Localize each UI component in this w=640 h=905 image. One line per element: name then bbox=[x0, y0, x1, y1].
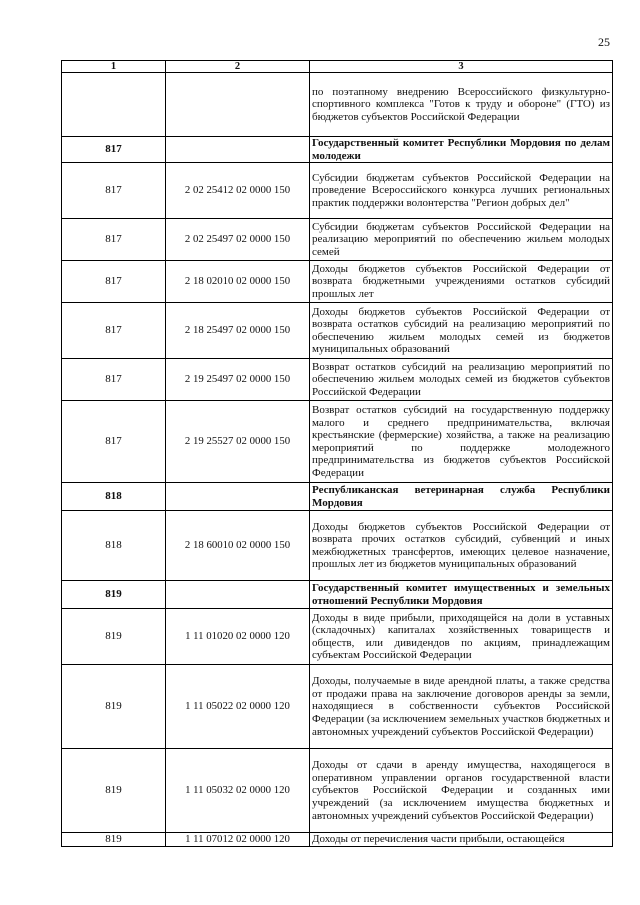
admin-code-cell: 819 bbox=[62, 609, 166, 665]
revenue-code-cell: 2 02 25412 02 0000 150 bbox=[166, 163, 310, 219]
revenue-code-cell: 2 18 02010 02 0000 150 bbox=[166, 261, 310, 303]
table-row bbox=[62, 359, 613, 401]
description-cell: Доходы в виде прибыли, приходящейся на доли в уставных (складочных) капиталах хозяйственных товариществ и обществ, или дивидендов по акциям, принадлежащим субъектам Российской Федерации bbox=[310, 609, 613, 665]
table-row bbox=[62, 73, 613, 137]
description-cell: Возврат остатков субсидий на государственную поддержку малого и среднего предпринимательства, включая крестьянские (фермерские) хозяйства, а также на реализацию мероприятий по поддержке молодежного предпринимательства из бюджетов субъектов Российской Федерации bbox=[310, 401, 613, 483]
admin-code-cell: 818 bbox=[62, 511, 166, 581]
revenue-code-cell: 1 11 01020 02 0000 120 bbox=[166, 609, 310, 665]
revenue-code-cell: 1 11 07012 02 0000 120 bbox=[166, 833, 310, 847]
table-row bbox=[62, 665, 613, 749]
revenue-code-cell: 2 18 60010 02 0000 150 bbox=[166, 511, 310, 581]
description-cell: Доходы бюджетов субъектов Российской Федерации от возврата прочих остатков субсидий, субвенций и иных межбюджетных трансфертов, имеющих целевое назначение, прошлых лет из бюджетов муниципальных образований bbox=[310, 511, 613, 581]
table-row bbox=[62, 749, 613, 833]
admin-code-cell: 819 bbox=[62, 581, 166, 609]
description-cell: Субсидии бюджетам субъектов Российской Федерации на проведение Всероссийского конкурса лучших региональных практик поддержки волонтерства "Регион добрых дел" bbox=[310, 163, 613, 219]
description-cell: Доходы, получаемые в виде арендной платы, а также средства от продажи права на заключение договоров аренды за земли, находящиеся в собственности субъектов Российской Федерации (за исключением земельных участков бюджетных и автономных учреждений субъектов Российской Федерации) bbox=[310, 665, 613, 749]
admin-code-cell: 817 bbox=[62, 261, 166, 303]
admin-code-cell bbox=[62, 73, 166, 137]
admin-code-cell: 817 bbox=[62, 219, 166, 261]
admin-code-cell: 819 bbox=[62, 833, 166, 847]
column-header-3: 3 bbox=[310, 61, 613, 73]
page-number: 25 bbox=[598, 35, 610, 49]
revenue-code-cell: 2 19 25527 02 0000 150 bbox=[166, 401, 310, 483]
admin-code-cell: 819 bbox=[62, 749, 166, 833]
table-row bbox=[62, 833, 613, 847]
table-row-section-header bbox=[62, 581, 613, 609]
table-header-row bbox=[62, 61, 613, 73]
admin-code-cell: 818 bbox=[62, 483, 166, 511]
description-cell: Доходы бюджетов субъектов Российской Федерации от возврата остатков субсидий на реализацию мероприятий по обеспечению жильем молодых семей из бюджетов муниципальных образований bbox=[310, 303, 613, 359]
admin-code-cell: 817 bbox=[62, 401, 166, 483]
revenue-code-cell bbox=[166, 73, 310, 137]
revenue-code-cell bbox=[166, 137, 310, 163]
description-cell: Доходы от перечисления части прибыли, остающейся bbox=[310, 833, 613, 847]
revenue-code-cell: 1 11 05022 02 0000 120 bbox=[166, 665, 310, 749]
table-row bbox=[62, 163, 613, 219]
table-row-section-header bbox=[62, 137, 613, 163]
revenue-code-cell: 1 11 05032 02 0000 120 bbox=[166, 749, 310, 833]
table-row bbox=[62, 219, 613, 261]
section-title-cell: Государственный комитет имущественных и земельных отношений Республики Мордовия bbox=[310, 581, 613, 609]
column-header-2: 2 bbox=[166, 61, 310, 73]
table-row bbox=[62, 261, 613, 303]
table-row bbox=[62, 303, 613, 359]
admin-code-cell: 819 bbox=[62, 665, 166, 749]
description-cell: Доходы бюджетов субъектов Российской Федерации от возврата бюджетными учреждениями остатков субсидий прошлых лет bbox=[310, 261, 613, 303]
revenue-code-cell: 2 02 25497 02 0000 150 bbox=[166, 219, 310, 261]
admin-code-cell: 817 bbox=[62, 163, 166, 219]
revenue-code-cell: 2 18 25497 02 0000 150 bbox=[166, 303, 310, 359]
section-title-cell: Государственный комитет Республики Мордовия по делам молодежи bbox=[310, 137, 613, 163]
description-cell: по поэтапному внедрению Всероссийского физкультурно-спортивного комплекса "Готов к труду и обороне" (ГТО) из бюджетов субъектов Российской Федерации bbox=[310, 73, 613, 137]
description-cell: Субсидии бюджетам субъектов Российской Федерации на реализацию мероприятий по обеспечению жильем молодых семей bbox=[310, 219, 613, 261]
section-title-cell: Республиканская ветеринарная служба Республики Мордовия bbox=[310, 483, 613, 511]
table-row bbox=[62, 401, 613, 483]
revenue-code-cell bbox=[166, 581, 310, 609]
table-row bbox=[62, 609, 613, 665]
description-cell: Доходы от сдачи в аренду имущества, находящегося в оперативном управлении органов государственной власти субъектов Российской Федерации и созданных ими учреждений (за исключением имущества бюджетных и автономных учреждений субъектов Российской Федерации) bbox=[310, 749, 613, 833]
table-row-section-header bbox=[62, 483, 613, 511]
revenue-code-cell bbox=[166, 483, 310, 511]
admin-code-cell: 817 bbox=[62, 303, 166, 359]
revenue-code-cell: 2 19 25497 02 0000 150 bbox=[166, 359, 310, 401]
table-row bbox=[62, 511, 613, 581]
column-header-1: 1 bbox=[62, 61, 166, 73]
admin-code-cell: 817 bbox=[62, 137, 166, 163]
description-cell: Возврат остатков субсидий на реализацию мероприятий по обеспечению жильем молодых семей из бюджетов субъектов Российской Федерации bbox=[310, 359, 613, 401]
revenue-codes-table bbox=[61, 60, 613, 847]
admin-code-cell: 817 bbox=[62, 359, 166, 401]
